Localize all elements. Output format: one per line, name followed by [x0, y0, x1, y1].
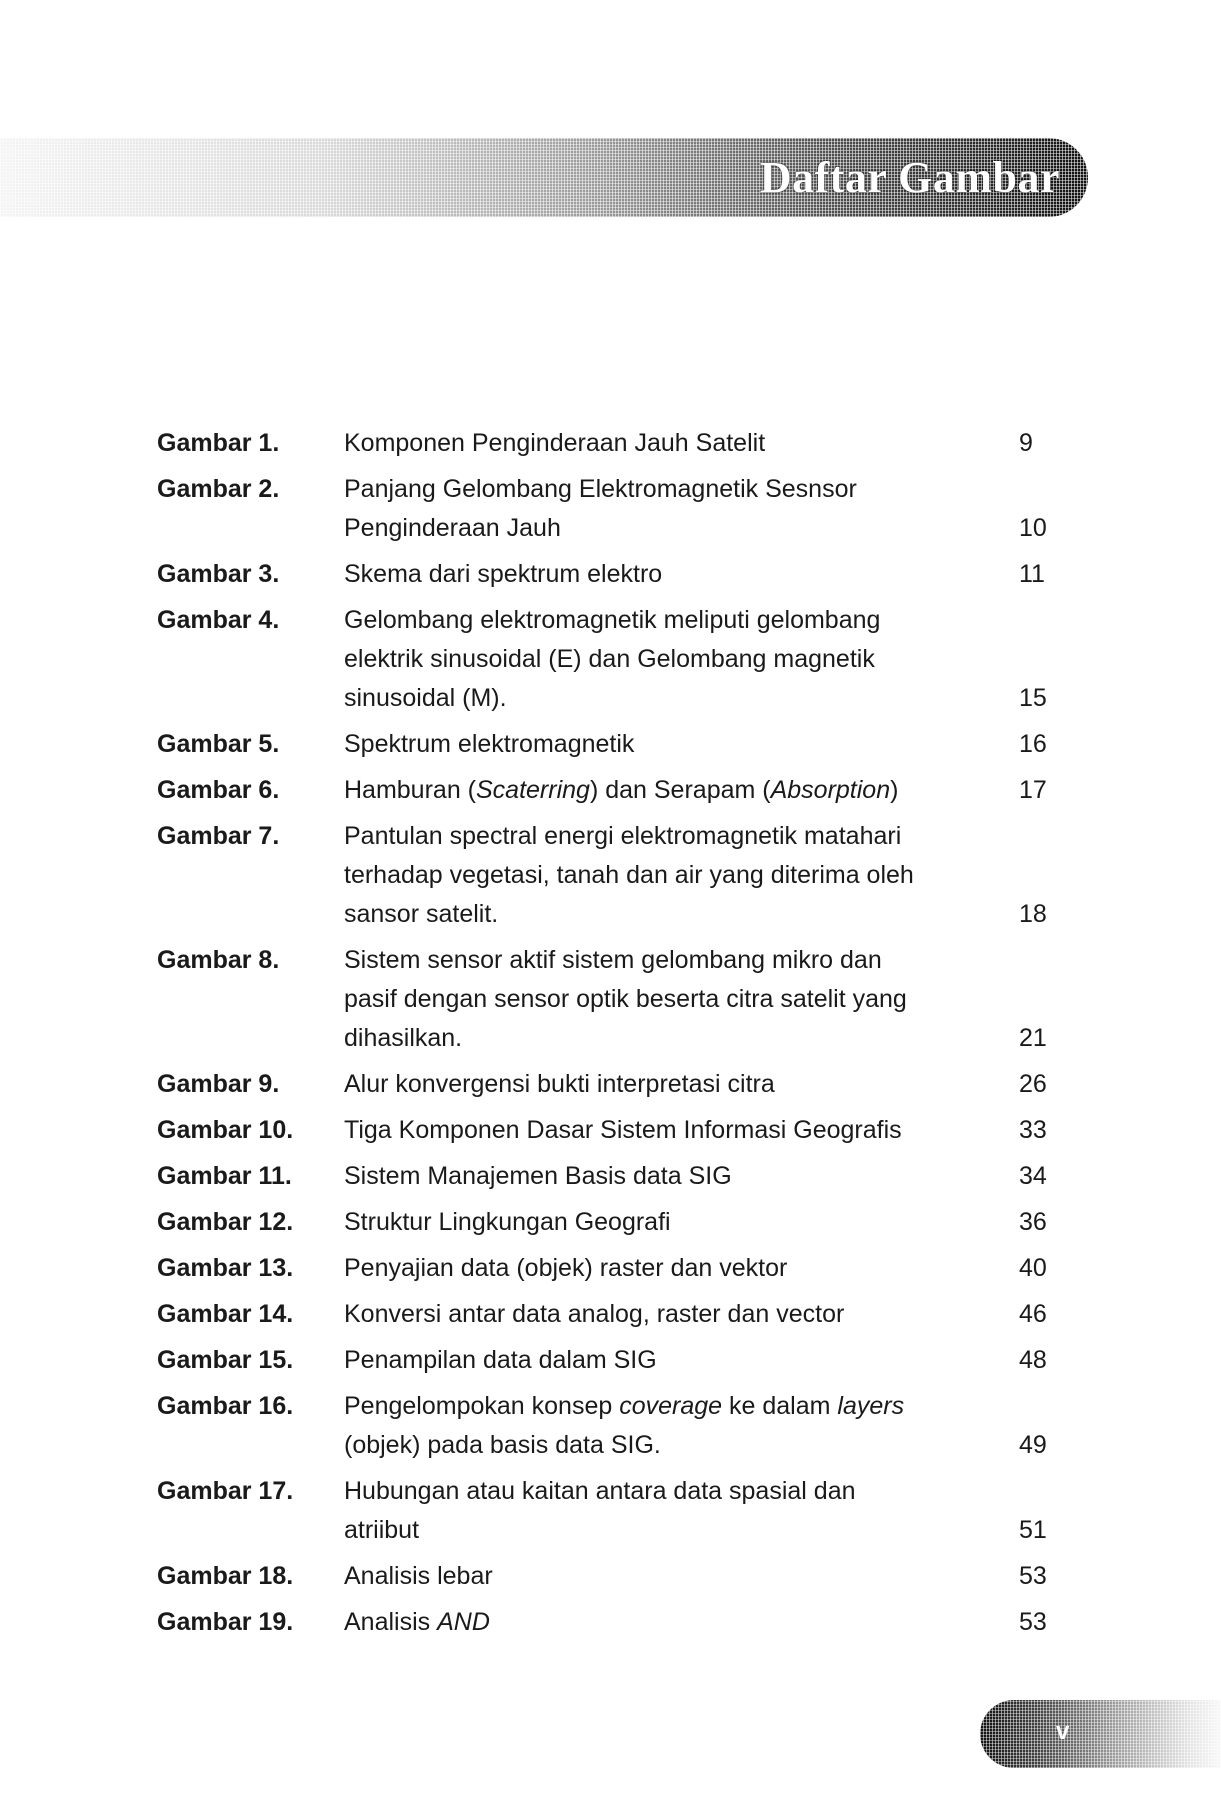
figure-label: Gambar 9. — [157, 1070, 280, 1098]
figure-description-line: Sistem Manajemen Basis data SIG — [344, 1162, 732, 1190]
figure-description-line: Hamburan (Scaterring) dan Serapam (Absorption) — [344, 776, 899, 804]
figure-description-line: Gelombang elektromagnetik meliputi gelombang — [344, 606, 881, 634]
figure-page-number: 49 — [1019, 1431, 1047, 1459]
figure-entry — [157, 1249, 1057, 1288]
figure-page-number: 26 — [1019, 1070, 1047, 1098]
figure-entry — [157, 470, 1057, 548]
figure-description-line: Analisis lebar — [344, 1562, 493, 1590]
figure-entry — [157, 601, 1057, 718]
figure-label: Gambar 2. — [157, 475, 280, 503]
figure-description — [344, 1341, 1019, 1380]
header-banner — [0, 138, 1088, 217]
figure-page-number: 15 — [1019, 684, 1047, 712]
figure-description — [344, 1557, 1019, 1596]
figure-entry — [157, 1472, 1057, 1550]
figure-list — [157, 424, 1057, 1649]
figure-entry — [157, 424, 1057, 463]
figure-description — [344, 601, 1019, 718]
figure-entry — [157, 1111, 1057, 1150]
figure-description — [344, 1295, 1019, 1334]
figure-entry — [157, 1065, 1057, 1104]
figure-entry — [157, 1203, 1057, 1242]
figure-description-line: atriibut — [344, 1516, 420, 1544]
figure-page-number: 53 — [1019, 1608, 1047, 1636]
figure-page-number: 18 — [1019, 900, 1047, 928]
figure-page-number: 51 — [1019, 1516, 1047, 1544]
figure-description — [344, 555, 1019, 594]
figure-page-number: 9 — [1019, 429, 1033, 457]
figure-description — [344, 941, 1019, 1058]
figure-description-line: Penginderaan Jauh — [344, 514, 561, 542]
figure-label: Gambar 18. — [157, 1562, 294, 1590]
figure-label: Gambar 16. — [157, 1392, 294, 1420]
figure-page-number: 48 — [1019, 1346, 1047, 1374]
figure-description — [344, 1249, 1019, 1288]
figure-description-line: Penampilan data dalam SIG — [344, 1346, 657, 1374]
figure-entry — [157, 1295, 1057, 1334]
figure-page-number: 34 — [1019, 1162, 1047, 1190]
figure-description — [344, 817, 1019, 934]
figure-description-line: Tiga Komponen Dasar Sistem Informasi Geografis — [344, 1116, 902, 1144]
figure-label: Gambar 11. — [157, 1162, 292, 1190]
figure-description-line: Alur konvergensi bukti interpretasi citra — [344, 1070, 775, 1098]
figure-description-line: Pantulan spectral energi elektromagnetik matahari — [344, 822, 902, 850]
figure-page-number: 10 — [1019, 514, 1047, 542]
figure-description-line: terhadap vegetasi, tanah dan air yang diterima oleh — [344, 861, 914, 889]
figure-description-line: Pengelompokan konsep coverage ke dalam layers — [344, 1392, 905, 1420]
figure-label: Gambar 19. — [157, 1608, 294, 1636]
figure-description-line: pasif dengan sensor optik beserta citra satelit yang — [344, 985, 907, 1013]
figure-description — [344, 1472, 1019, 1550]
figure-description-line: Hubungan atau kaitan antara data spasial dan — [344, 1477, 856, 1505]
figure-description-line: Sistem sensor aktif sistem gelombang mikro dan — [344, 946, 882, 974]
figure-entry — [157, 555, 1057, 594]
figure-page-number: 33 — [1019, 1116, 1047, 1144]
page-number: v — [1056, 1718, 1070, 1745]
figure-entry — [157, 725, 1057, 764]
figure-label: Gambar 7. — [157, 822, 280, 850]
figure-page-number: 21 — [1019, 1024, 1047, 1052]
figure-description-line: elektrik sinusoidal (E) dan Gelombang magnetik — [344, 645, 875, 673]
figure-label: Gambar 5. — [157, 730, 280, 758]
figure-description-line: sinusoidal (M). — [344, 684, 507, 712]
figure-description-line: Komponen Penginderaan Jauh Satelit — [344, 429, 766, 457]
page-title: Daftar Gambar — [759, 153, 1060, 202]
figure-description-line: Skema dari spektrum elektro — [344, 560, 663, 588]
figure-page-number: 46 — [1019, 1300, 1047, 1328]
figure-description-line: dihasilkan. — [344, 1024, 463, 1052]
figure-description — [344, 725, 1019, 764]
figure-description — [344, 1603, 1019, 1642]
figure-entry — [157, 1603, 1057, 1642]
figure-label: Gambar 4. — [157, 606, 280, 634]
figure-label: Gambar 14. — [157, 1300, 294, 1328]
figure-description-line: sansor satelit. — [344, 900, 499, 928]
figure-description-line: Panjang Gelombang Elektromagnetik Sesnsor — [344, 475, 857, 503]
figure-label: Gambar 13. — [157, 1254, 294, 1282]
figure-description — [344, 424, 1019, 463]
figure-label: Gambar 15. — [157, 1346, 294, 1374]
figure-description-line: Struktur Lingkungan Geografi — [344, 1208, 671, 1236]
figure-page-number: 17 — [1019, 776, 1047, 804]
figure-page-number: 40 — [1019, 1254, 1047, 1282]
figure-page-number: 11 — [1019, 560, 1045, 588]
figure-description — [344, 1065, 1019, 1104]
figure-description-line: Spektrum elektromagnetik — [344, 730, 635, 758]
footer-page-tab — [980, 1700, 1221, 1768]
figure-label: Gambar 8. — [157, 946, 280, 974]
figure-description-line: Analisis AND — [344, 1608, 490, 1636]
figure-entry — [157, 771, 1057, 810]
figure-label: Gambar 1. — [157, 429, 280, 457]
figure-label: Gambar 12. — [157, 1208, 294, 1236]
figure-page-number: 36 — [1019, 1208, 1047, 1236]
figure-page-number: 16 — [1019, 730, 1047, 758]
figure-entry — [157, 817, 1057, 934]
figure-description-line: Penyajian data (objek) raster dan vektor — [344, 1254, 788, 1282]
figure-description — [344, 1111, 1019, 1150]
figure-entry — [157, 1341, 1057, 1380]
figure-entry — [157, 1157, 1057, 1196]
figure-description — [344, 1203, 1019, 1242]
figure-label: Gambar 6. — [157, 776, 280, 804]
figure-label: Gambar 17. — [157, 1477, 294, 1505]
figure-page-number: 53 — [1019, 1562, 1047, 1590]
figure-description — [344, 771, 1019, 810]
figure-entry — [157, 941, 1057, 1058]
figure-label: Gambar 10. — [157, 1116, 294, 1144]
figure-label: Gambar 3. — [157, 560, 280, 588]
figure-entry — [157, 1387, 1057, 1465]
figure-entry — [157, 1557, 1057, 1596]
figure-description — [344, 470, 1019, 548]
figure-description-line: (objek) pada basis data SIG. — [344, 1431, 661, 1459]
figure-description — [344, 1387, 1019, 1465]
figure-description-line: Konversi antar data analog, raster dan vector — [344, 1300, 845, 1328]
figure-description — [344, 1157, 1019, 1196]
